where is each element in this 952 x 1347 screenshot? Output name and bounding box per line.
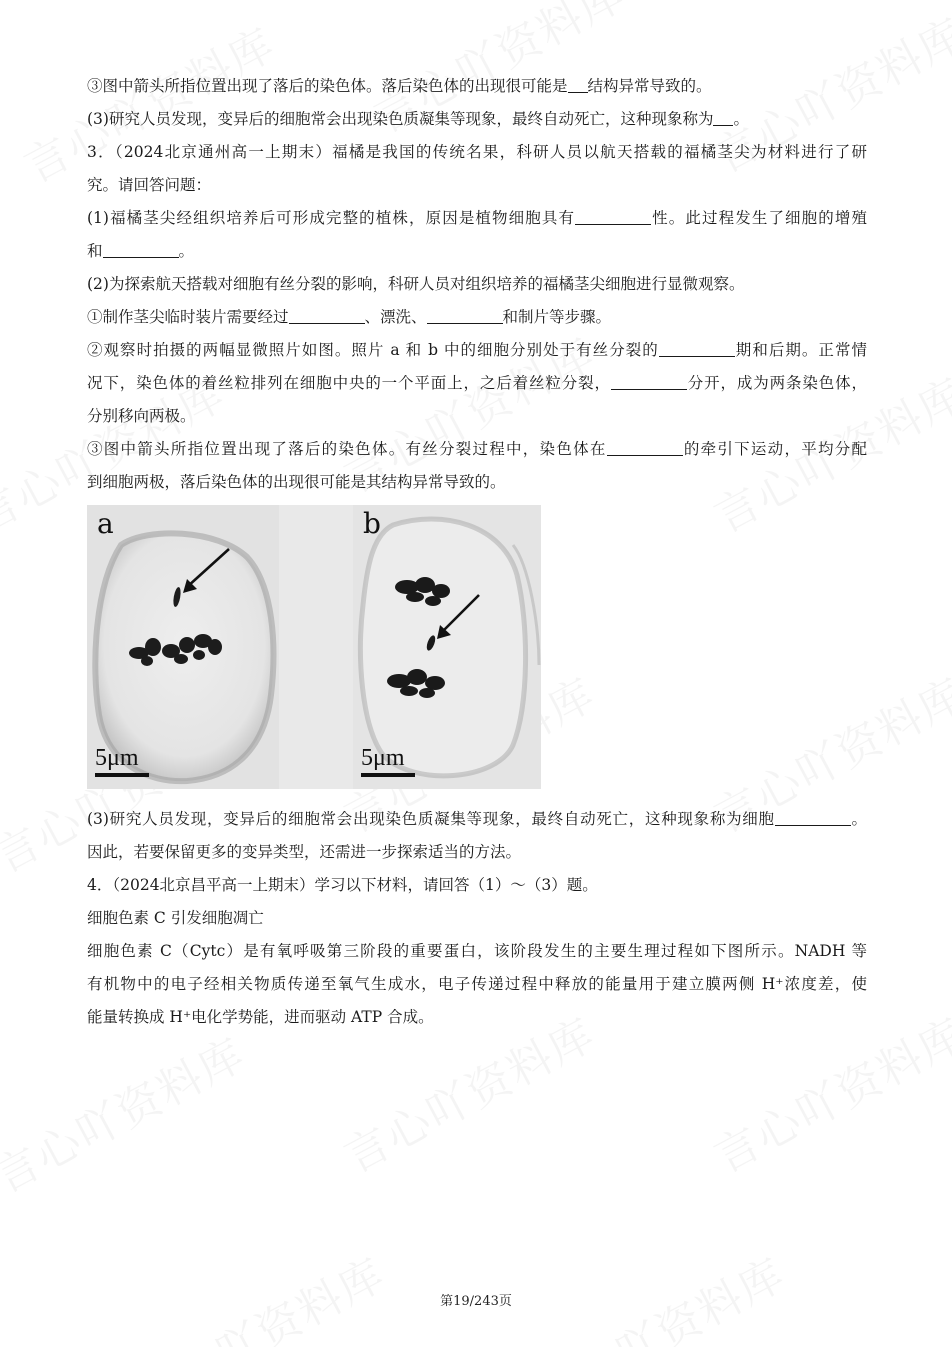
text-segment: 的牵引下运动，平均分配 bbox=[682, 440, 867, 458]
answer-blank bbox=[427, 307, 503, 324]
text-line bbox=[87, 1001, 867, 1034]
answer-blank bbox=[659, 340, 735, 357]
text-segment: ②观察时拍摄的两幅显微照片如图。照片 a 和 b 中的细胞分别处于有丝分裂的 bbox=[87, 341, 659, 359]
text-segment: ①制作茎尖临时装片需要经过 bbox=[87, 308, 289, 326]
text-segment: 、漂洗、 bbox=[364, 308, 427, 326]
document-body bbox=[87, 70, 867, 1034]
text-segment: 分开，成为两条染色体， bbox=[686, 374, 867, 392]
text-line bbox=[87, 202, 867, 235]
figure-separator bbox=[279, 505, 353, 789]
text-segment: 和制片等步骤。 bbox=[502, 308, 612, 326]
text-segment: 结构异常导致的。 bbox=[587, 77, 712, 95]
text-line bbox=[87, 400, 867, 433]
micrograph-figure bbox=[87, 505, 867, 795]
text-segment: (2)为探索航天搭载对细胞有丝分裂的影响，科研人员对组织培养的福橘茎尖细胞进行显微观察。 bbox=[87, 275, 745, 293]
text-segment: 4．（2024北京昌平高一上期末）学习以下材料，请回答（1）～（3）题。 bbox=[87, 876, 598, 894]
question-text-before-figure bbox=[87, 70, 867, 499]
text-segment: 况下，染色体的着丝粒排列在细胞中央的一个平面上，之后着丝粒分裂， bbox=[87, 374, 611, 392]
text-segment: 细胞色素 C 引发细胞凋亡 bbox=[87, 909, 264, 927]
scale-bar-label-a: 5μm bbox=[95, 745, 139, 771]
answer-blank bbox=[775, 809, 851, 826]
text-segment: 3．（2024北京通州高一上期末）福橘是我国的传统名果，科研人员以航天搭载的福橘茎尖为材料进行了研 bbox=[87, 143, 867, 161]
text-line bbox=[87, 70, 867, 103]
text-segment: 分别移向两极。 bbox=[87, 407, 196, 425]
micrograph-a bbox=[87, 505, 279, 789]
text-segment: ③图中箭头所指位置出现了落后的染色体。有丝分裂过程中，染色体在 bbox=[87, 440, 607, 458]
text-segment: 到细胞两极，落后染色体的出现很可能是其结构异常导致的。 bbox=[87, 473, 506, 491]
text-segment: 。 bbox=[733, 110, 749, 128]
page-number: 第19/243页 bbox=[440, 1294, 512, 1309]
text-line bbox=[87, 235, 867, 268]
text-line bbox=[87, 169, 867, 202]
text-line bbox=[87, 968, 867, 1001]
answer-blank bbox=[713, 109, 733, 126]
text-line bbox=[87, 367, 867, 400]
text-line bbox=[87, 803, 867, 836]
micrograph-b bbox=[353, 505, 541, 789]
text-line bbox=[87, 268, 867, 301]
panel-label-a: a bbox=[97, 507, 114, 540]
text-segment: ③图中箭头所指位置出现了落后的染色体。落后染色体的出现很可能是 bbox=[87, 77, 568, 95]
text-segment: 性。此过程发生了细胞的增殖 bbox=[651, 209, 867, 227]
answer-blank bbox=[607, 439, 683, 456]
text-segment: 有机物中的电子经相关物质传递至氧气生成水，电子传递过程中释放的能量用于建立膜两侧 H⁺浓度差，使 bbox=[87, 975, 867, 993]
text-line bbox=[87, 301, 867, 334]
answer-blank bbox=[611, 373, 687, 390]
text-segment: 。 bbox=[178, 242, 195, 260]
text-line bbox=[87, 902, 867, 935]
answer-blank bbox=[575, 208, 651, 225]
text-segment: 。 bbox=[850, 810, 867, 828]
text-line bbox=[87, 103, 867, 136]
text-segment: 究。请回答问题： bbox=[87, 176, 212, 194]
answer-blank bbox=[103, 241, 179, 258]
text-line bbox=[87, 935, 867, 968]
text-segment: 细胞色素 C（Cytc）是有氧呼吸第三阶段的重要蛋白，该阶段发生的主要生理过程如下图所示。NADH 等 bbox=[87, 942, 867, 960]
text-segment: (3)研究人员发现，变异后的细胞常会出现染色质凝集等现象，最终自动死亡，这种现象称为 bbox=[87, 110, 714, 128]
answer-blank bbox=[289, 307, 365, 324]
watermark-text bbox=[0, 1019, 255, 1205]
panel-label-b: b bbox=[363, 507, 381, 540]
text-line bbox=[87, 466, 867, 499]
text-line bbox=[87, 869, 867, 902]
text-line bbox=[87, 334, 867, 367]
text-segment: 期和后期。正常情 bbox=[734, 341, 867, 359]
text-line bbox=[87, 136, 867, 169]
text-segment: 能量转换成 H⁺电化学势能，进而驱动 ATP 合成。 bbox=[87, 1008, 434, 1026]
answer-blank bbox=[568, 76, 588, 93]
text-segment: 因此，若要保留更多的变异类型，还需进一步探索适当的方法。 bbox=[87, 843, 522, 861]
scale-bar-label-b: 5μm bbox=[361, 745, 405, 771]
text-segment: 和 bbox=[87, 242, 103, 260]
text-line bbox=[87, 836, 867, 869]
text-segment: (3)研究人员发现，变异后的细胞常会出现染色质凝集等现象，最终自动死亡，这种现象称为细胞 bbox=[87, 810, 775, 828]
text-segment: (1)福橘茎尖经组织培养后可形成完整的植株，原因是植物细胞具有 bbox=[87, 209, 576, 227]
question-text-after-figure bbox=[87, 803, 867, 1034]
text-line bbox=[87, 433, 867, 466]
